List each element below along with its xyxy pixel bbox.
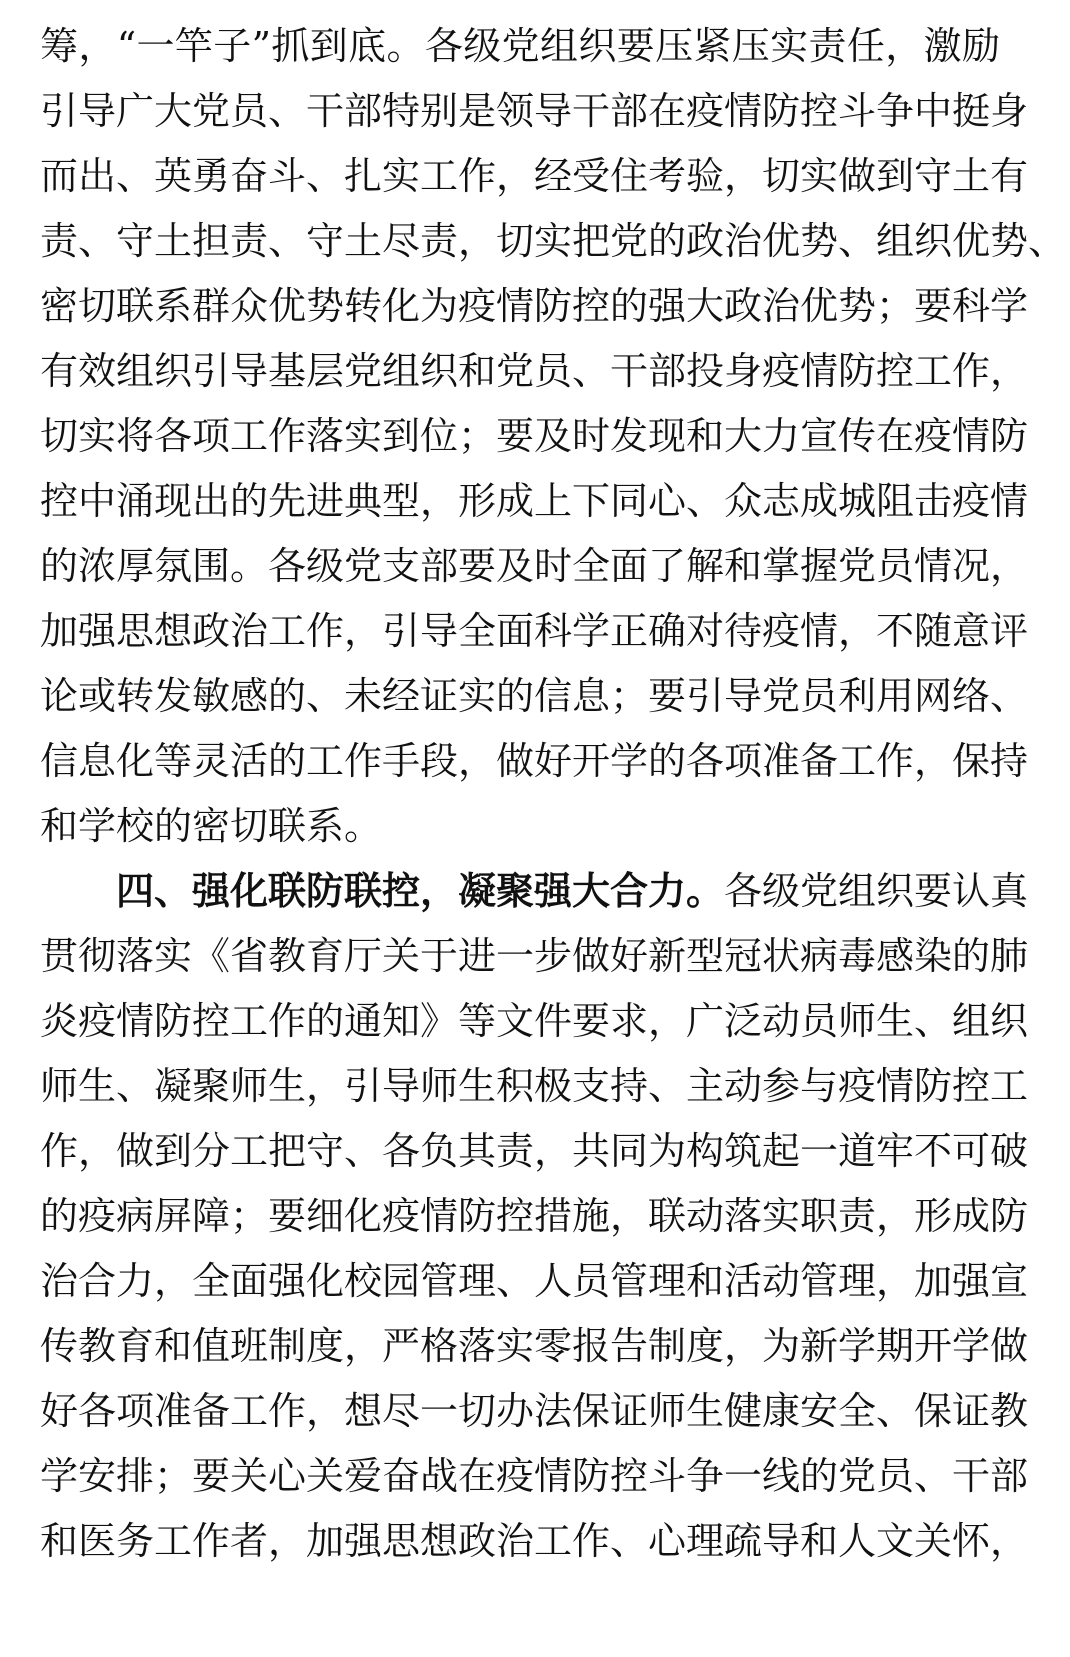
text-line: 和医务工作者，加强思想政治工作、心理疏导和人文关怀， — [40, 1519, 1029, 1563]
text-line: 作，做到分工把守、各负其责，共同为构筑起一道牢不可破 — [40, 1129, 1029, 1173]
text-line: 有效组织引导基层党组织和党员、干部投身疫情防控工作， — [40, 349, 1029, 393]
text-line: 加强思想政治工作，引导全面科学正确对待疫情，不随意评 — [40, 609, 1029, 653]
text-line: 密切联系群众优势转化为疫情防控的强大政治优势；要科学 — [40, 284, 1029, 328]
text-line: 的浓厚氛围。各级党支部要及时全面了解和掌握党员情况， — [40, 544, 1029, 588]
text-line: 炎疫情防控工作的通知》等文件要求，广泛动员师生、组织 — [40, 999, 1029, 1043]
text-line: 引导广大党员、干部特别是领导干部在疫情防控斗争中挺身 — [40, 89, 1029, 133]
section-heading: 四、强化联防联控，凝聚强大合力。 — [116, 869, 725, 913]
text-line: 的疫病屏障；要细化疫情防控措施，联动落实职责，形成防 — [40, 1194, 1029, 1238]
text-line: 而出、英勇奋斗、扎实工作，经受住考验，切实做到守土有 — [40, 154, 1029, 198]
text-line: 好各项准备工作，想尽一切办法保证师生健康安全、保证教 — [40, 1389, 1029, 1433]
text-line: 责、守土担责、守土尽责，切实把党的政治优势、组织优势、 — [40, 219, 1067, 263]
text-line: 治合力，全面强化校园管理、人员管理和活动管理，加强宣 — [40, 1259, 1029, 1303]
text-line: 学安排；要关心关爱奋战在疫情防控斗争一线的党员、干部 — [40, 1454, 1029, 1498]
text-line: 控中涌现出的先进典型，形成上下同心、众志成城阻击疫情 — [40, 479, 1029, 523]
text-line: 筹，“一竿子”抓到底。各级党组织要压紧压实责任，激励 — [40, 24, 1000, 68]
text-line: 和学校的密切联系。 — [40, 804, 383, 848]
heading-line-text: 各级党组织要认真 — [724, 869, 1029, 913]
text-line: 论或转发敏感的、未经证实的信息；要引导党员利用网络、 — [40, 674, 1029, 718]
text-line: 贯彻落实《省教育厅关于进一步做好新型冠状病毒感染的肺 — [40, 934, 1029, 978]
text-line: 信息化等灵活的工作手段，做好开学的各项准备工作，保持 — [40, 739, 1029, 783]
text-line: 师生、凝聚师生，引导师生积极支持、主动参与疫情防控工 — [40, 1064, 1029, 1108]
text-line: 切实将各项工作落实到位；要及时发现和大力宣传在疫情防 — [40, 414, 1029, 458]
section-heading-line — [40, 861, 1029, 921]
text-line: 传教育和值班制度，严格落实零报告制度，为新学期开学做 — [40, 1324, 1029, 1368]
